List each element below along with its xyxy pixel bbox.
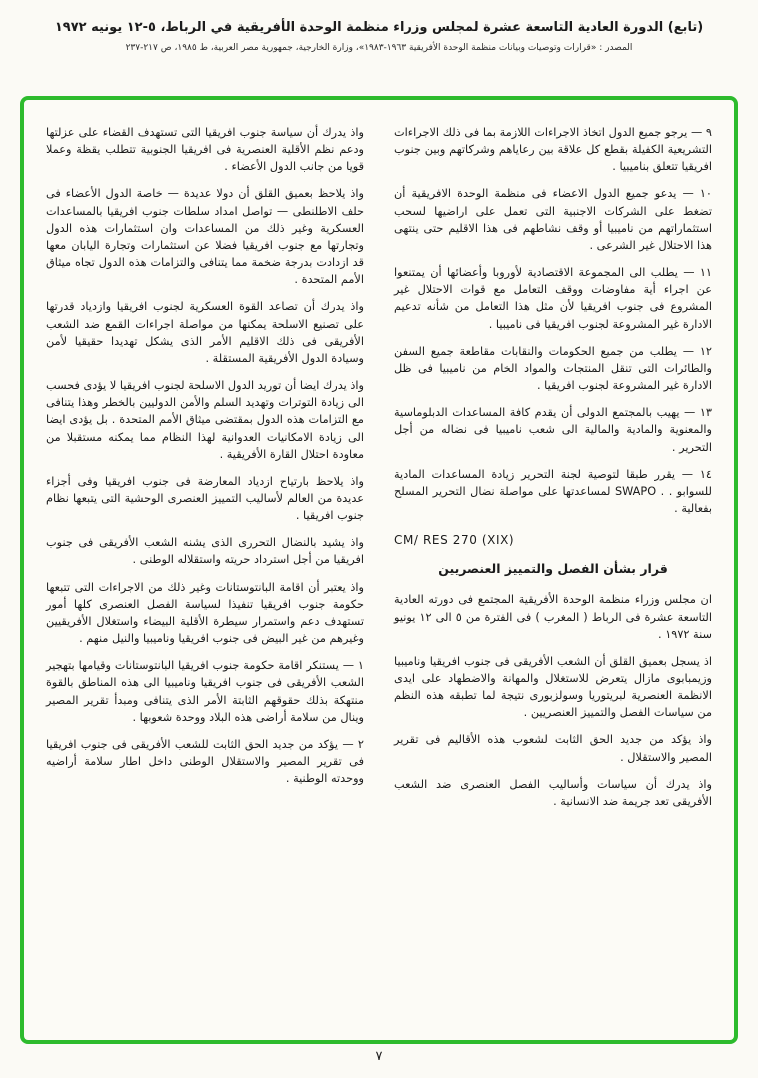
- preamble-paragraph: واذ يدرك أن تصاعد القوة العسكرية لجنوب افريقيا وازدياد قدرتها على تصنيع الاسلحة يمكنها من مواصلة اجراءات القمع ضد الشعب الأفريقى فى ذلك الاقليم الأمر الذى يشكل تهديدا حقيقيا لأمن وسيادة الدول الأفريقية المستقلة .: [46, 300, 364, 365]
- page-number: ٧: [375, 1049, 383, 1064]
- resolution-item-11: ١١ — يطلب الى المجموعة الاقتصادية لأوروبا وأعضائها أن يمتنعوا عن اجراء أية مفاوضات ووقف التعامل مع قوات الاحتلال غير المشروع فى جنوب افريقيا لأن مثل هذا التعامل من شأنه تدعيم الادارة غير المشروعة لجنوب افريقيا فى ناميبيا .: [394, 266, 712, 331]
- content-frame: [20, 96, 738, 1044]
- page-header: [0, 0, 758, 53]
- preamble-paragraph: واذ يدرك أن سياسات وأساليب الفصل العنصرى ضد الشعب الأفريقى تعد جريمة ضد الانسانية .: [394, 777, 712, 808]
- resolution-item-13: ١٣ — يهيب بالمجتمع الدولى أن يقدم كافة المساعدات الدبلوماسية والمعنوية والمادية والمالية الى شعب ناميبيا فى نضاله من أجل التحرير .: [394, 406, 712, 454]
- resolution-item-9: ٩ — يرجو جميع الدول اتخاذ الاجراءات اللازمة بما فى ذلك الاجراءات التشريعية الكفيلة بقطع كل علاقة بين رعاياهم وشركاتهم وبين جنوب افريقيا تتعلق بناميبيا .: [394, 126, 712, 174]
- resolution-item-10: ١٠ — يدعو جميع الدول الاعضاء فى منظمة الوحدة الافريقية أن تضغط على الشركات الاجنبية التى تعمل على اراضيها لسحب استثماراتهم من ناميبيا أو وقف نشاطهم فى هذا الاقليم حتى ينتهى هذا الاحتلال غير الشرعى .: [394, 187, 712, 252]
- resolution-item-14: ١٤ — يقرر طبقا لتوصية لجنة التحرير زيادة المساعدات المادية للسوابو . . SWAPO لمساعدتها على مواصلة نضال التحرير المسلح بفعالية .: [394, 467, 712, 515]
- right-column: [394, 124, 712, 1020]
- preamble-paragraph: واذ يلاحظ بارتياح ازدياد المعارضة فى جنوب افريقيا وفى أجزاء عديدة من العالم لأساليب التمييز العنصرى الوحشية التى يتبعها نظام جنوب افريقيا .: [46, 474, 364, 523]
- preamble-paragraph: واذ يدرك ايضا أن توريد الدول الاسلحة لجنوب افريقيا لا يؤدى فحسب الى زيادة التوترات وتهديد السلم والأمن الدوليين بالخطر وهذا يتنافى مع التزامات هذه الدول بمقتضى ميثاق الأمم المتحدة . بل يؤدى ايضا الى زيادة الامكانيات العدوانية لهذا النظام مما يمكنه مستقبلا من معاودة احتلال القارة الأفريقية .: [46, 379, 364, 461]
- resolution-item-12: ١٢ — يطلب من جميع الحكومات والنقابات مقاطعة جميع السفن والطائرات التى تنقل المنتجات والمواد الخام من ناميبيا فى ظل الادارة غير المشروعة لجنوب افريقيا .: [394, 344, 712, 393]
- preamble-paragraph: اذ يسجل بعميق القلق أن الشعب الأفريقى فى جنوب افريقيا وناميبيا وزيمبابوى مازال يتعرض للاستغلال والمهانة والاضطهاد على ايدى الانظمة العنصرية لبريتوريا وسولزبورى نتيجة لما تطبقه هذه النظم من سياسات الفصل والتمييز العنصريين .: [394, 654, 712, 720]
- resolution-item-1: ١ — يستنكر اقامة حكومة جنوب افريقيا البانتوستانات وقيامها بتهجير الشعب الأفريقى فى جنوب افريقيا وناميبيا الى هذه المناطق بالقوة منتهكة بذلك حقوقهم الثابتة الأمر الذى يتنافى ومبدأ تقرير المصير وينال من سلامة أراضى هذه البلاد ووحدة شعوبها .: [46, 659, 364, 724]
- document-title: (تابع) الدورة العادية التاسعة عشرة لمجلس وزراء منظمة الوحدة الأفريقية في الرباط، ٥-١٢ يونيه ١٩٧٢: [54, 20, 704, 35]
- source-citation: المصدر : «قرارات وتوصيات وبيانات منظمة الوحدة الأفريقية ١٩٦٣-١٩٨٣»، وزارة الخارجية، جمهورية مصر العربية، ط ١٩٨٥، ص ٢١٧-٢٣٧: [125, 43, 633, 53]
- preamble-paragraph: واذ يشيد بالنضال التحررى الذى يشنه الشعب الأفريقى فى جنوب افريقيا من أجل استرداد حريته واستقلاله الوطنى .: [46, 536, 364, 567]
- resolution-reference: CM/ RES 270 (XIX): [394, 533, 515, 548]
- preamble-paragraph: واذ يدرك أن سياسة جنوب افريقيا التى تستهدف القضاء على عزلتها ودعم نظم الأقلية العنصرية فى افريقيا الجنوبية تتطلب يقظة وعملا قويا من جانب الدول الأعضاء .: [46, 126, 364, 174]
- resolution-item-2: ٢ — يؤكد من جديد الحق الثابت للشعب الأفريقى فى جنوب افريقيا فى تقرير المصير والاستقلال الوطنى داخل اطار سلامة أراضيه ووحدته الوطنية .: [46, 737, 364, 786]
- resolution-heading: قرار بشأن الفصل والتمييز العنصريين: [438, 561, 668, 577]
- preamble-paragraph: واذ يلاحظ بعميق القلق أن دولا عديدة — خاصة الدول الأعضاء فى حلف الاطلنطى — تواصل امداد سلطات جنوب افريقيا بالمساعدات العسكرية وغير ذلك من المساعدات وان استثمارات هذه الدول وتجارتها مع جنوب افريقيا فضلا عن استثمارات وتجارة اليابان معها قد ازدادت بدرجة ضخمة مما يتنافى والتزامات هذه الدول تجاه ميثاق الأمم المتحدة .: [46, 187, 364, 287]
- preamble-paragraph: ان مجلس وزراء منظمة الوحدة الأفريقية المجتمع فى دورته العادية التاسعة عشرة فى الرباط ( المغرب ) فى الفترة من ٥ الى ١٢ يونيو سنة ١٩٧٢ .: [394, 593, 712, 641]
- left-column: [46, 124, 364, 1020]
- preamble-paragraph: واذ يعتبر أن اقامة البانتوستانات وغير ذلك من الاجراءات التى تتبعها حكومة جنوب افريقيا تنفيذا لسياسة الفصل العنصرى كلها أمور تستهدف دعم واستمرار سيطرة الأقلية البيضاء واستغلال الأفريقيين وغيرهم من غير البيض فى جنوب افريقيا وناميبيا والنيل منهم .: [46, 580, 364, 646]
- preamble-paragraph: واذ يؤكد من جديد الحق الثابت لشعوب هذه الأقاليم فى تقرير المصير والاستقلال .: [394, 733, 712, 764]
